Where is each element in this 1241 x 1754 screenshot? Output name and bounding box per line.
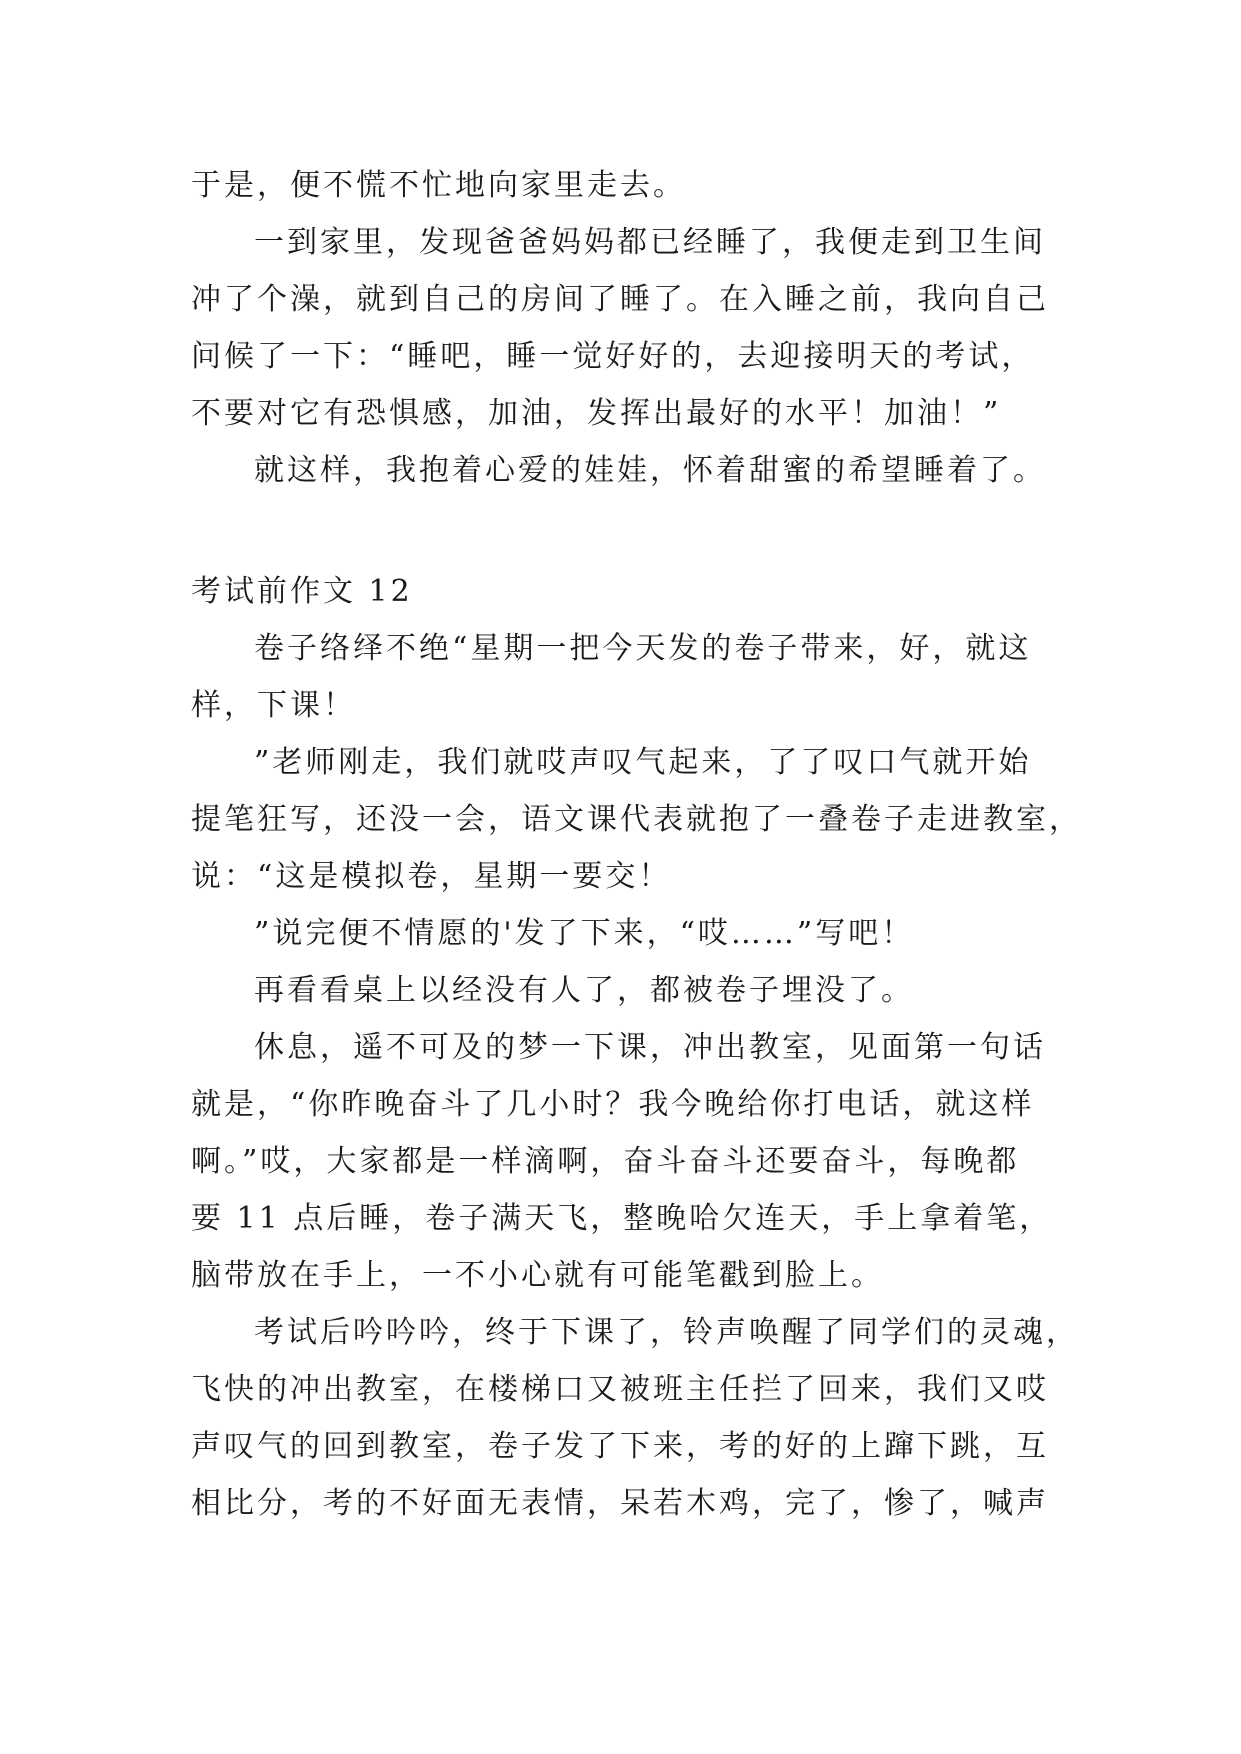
text-line: 就是，“你昨晚奋斗了几小时？我今晚给你打电话，就这样 [191,1087,1035,1122]
text-line: 相比分，考的不好面无表情，呆若木鸡，完了，惨了，喊声 [191,1486,1049,1521]
paragraph-first-line: 卷子络绎不绝“星期一把今天发的卷子带来，好，就这 [254,631,1032,666]
text-line: 声叹气的回到教室，卷子发了下来，考的好的上蹿下跳，互 [191,1429,1049,1464]
paragraph-first-line: 考试后吟吟吟，终于下课了，铃声唤醒了同学们的灵魂， [254,1315,1079,1350]
paragraph-first-line: 就这样，我抱着心爱的娃娃，怀着甜蜜的希望睡着了。 [254,453,1046,488]
text-line: 样，下课！ [191,688,356,723]
paragraph-first-line: ”老师刚走，我们就哎声叹气起来，了了叹口气就开始 [254,745,1032,780]
text-line: 不要对它有恐惧感，加油，发挥出最好的水平！加油！” [191,396,1002,431]
paragraph-first-line: 再看看桌上以经没有人了，都被卷子埋没了。 [254,973,914,1008]
section-heading: 考试前作文 12 [191,574,413,609]
text-line: 于是，便不慌不忙地向家里走去。 [191,168,686,203]
paragraph-first-line: 休息，遥不可及的梦一下课，冲出教室，见面第一句话 [254,1030,1046,1065]
text-line: 啊。”哎，大家都是一样滴啊，奋斗奋斗还要奋斗，每晚都 [191,1144,1020,1179]
paragraph-first-line: 一到家里，发现爸爸妈妈都已经睡了，我便走到卫生间 [254,225,1046,260]
text-line: 提笔狂写，还没一会，语文课代表就抱了一叠卷子走进教室， [191,802,1082,837]
text-line: 飞快的冲出教室，在楼梯口又被班主任拦了回来，我们又哎 [191,1372,1049,1407]
text-line: 要 11 点后睡，卷子满天飞，整晚哈欠连天，手上拿着笔， [191,1201,1053,1236]
text-line: 问候了一下：“睡吧，睡一觉好好的，去迎接明天的考试， [191,339,1035,374]
text-line: 冲了个澡，就到自己的房间了睡了。在入睡之前，我向自己 [191,282,1049,317]
text-line: 脑带放在手上，一不小心就有可能笔戳到脸上。 [191,1258,884,1293]
paragraph-first-line: ”说完便不情愿的'发了下来，“哎……”写吧！ [254,916,915,951]
text-line: 说：“这是模拟卷，星期一要交！ [191,859,672,894]
